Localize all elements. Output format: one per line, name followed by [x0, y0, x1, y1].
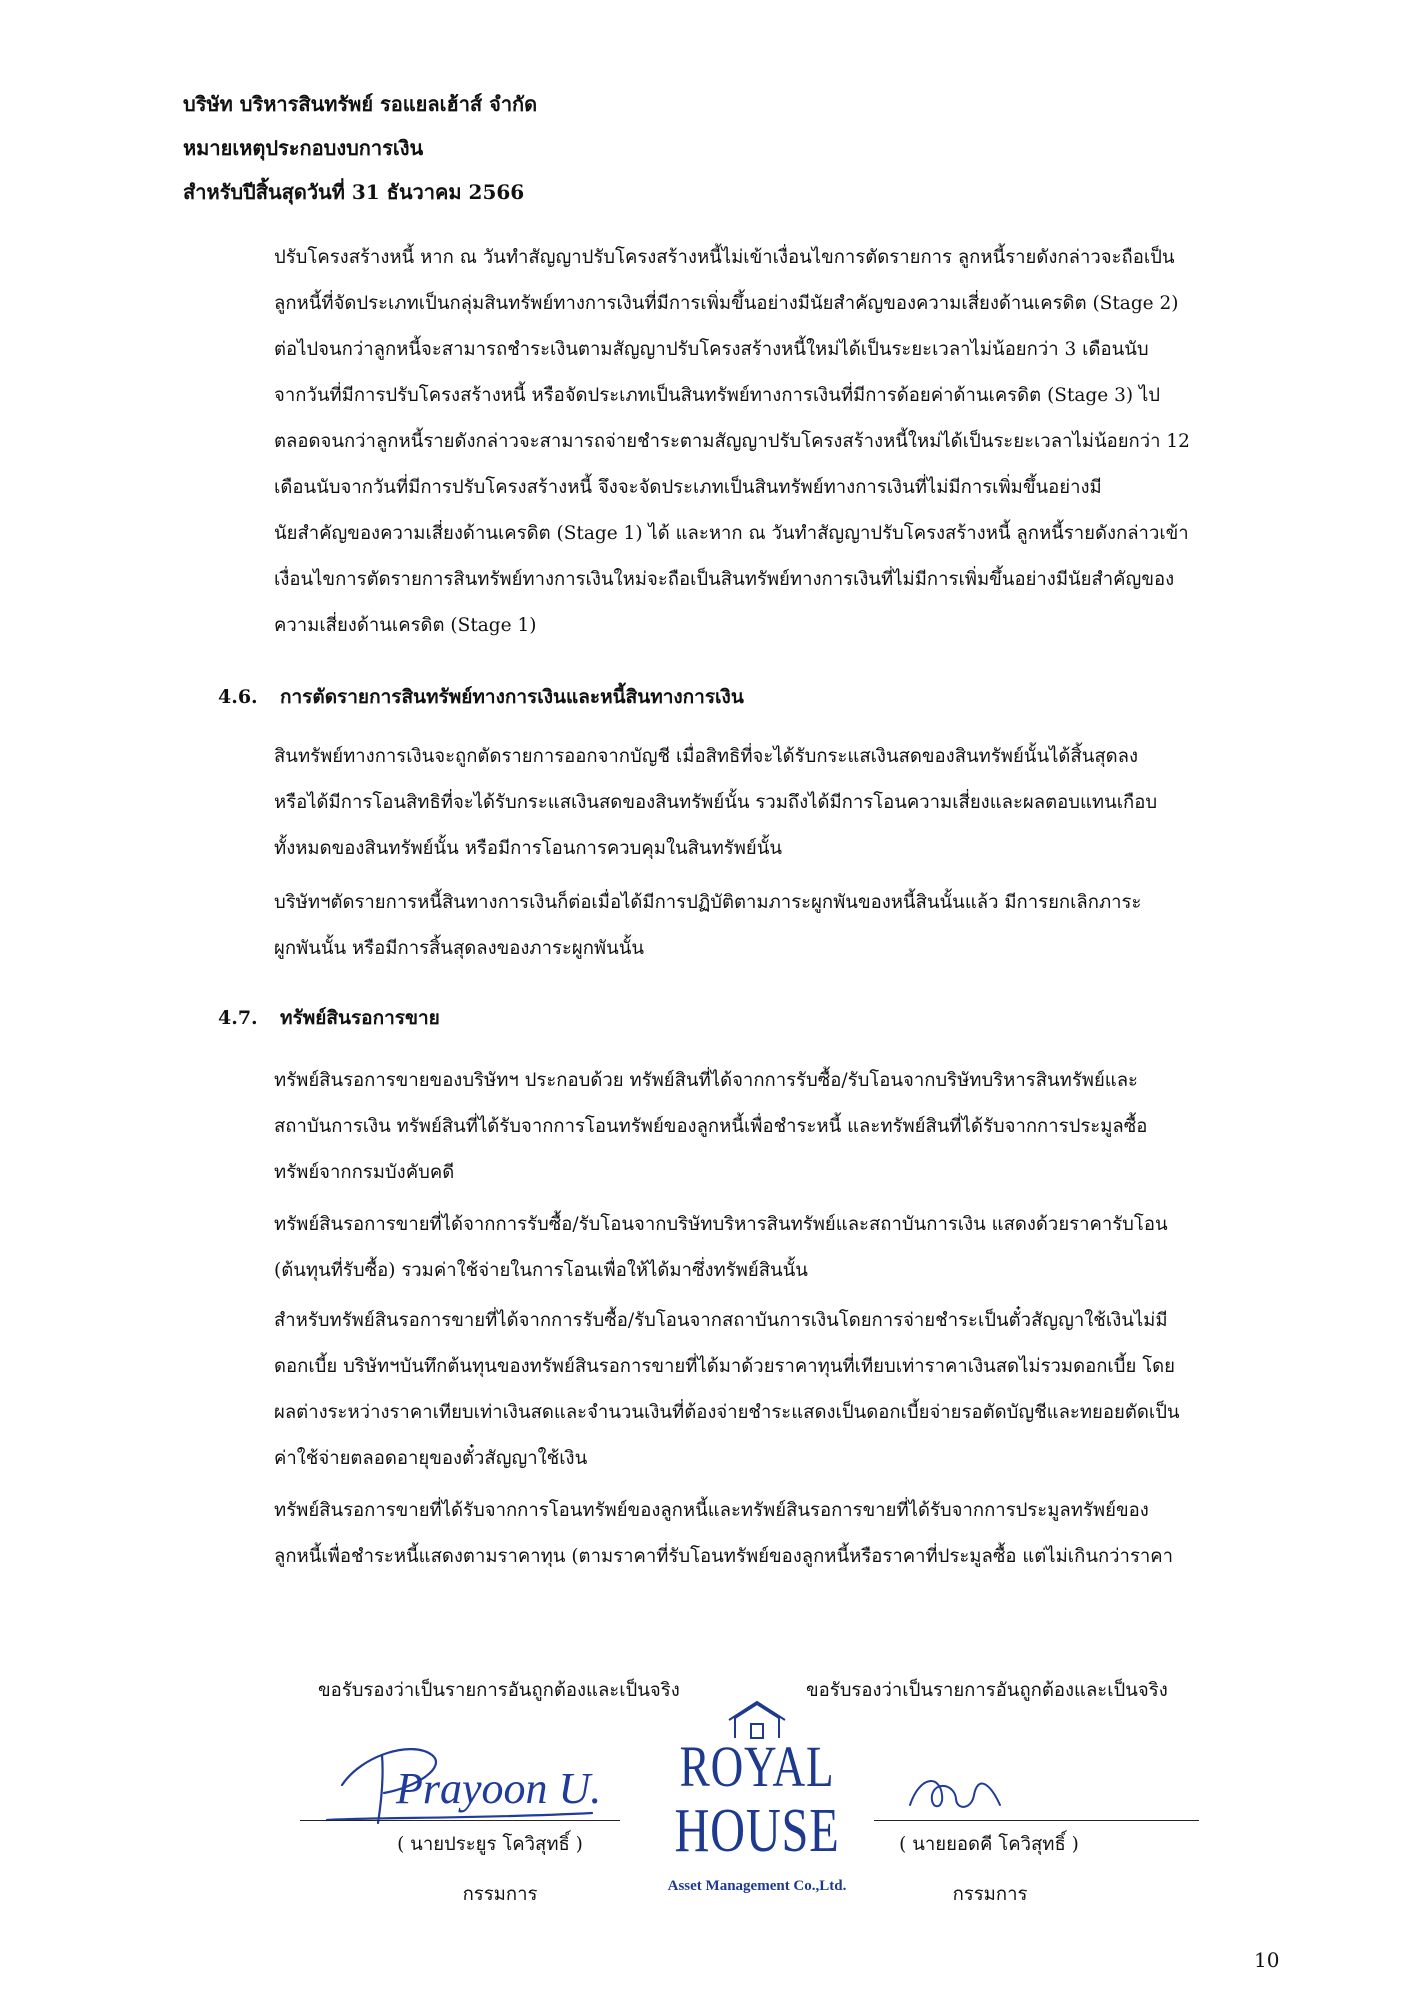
paragraph-4-6-1 — [274, 734, 1294, 872]
paragraph-line: ลูกหนี้เพื่อชำระหนี้แสดงตามราคาทุน (ตามราคาที่รับโอนทรัพย์ของลูกหนี้หรือราคาที่ประมูลซื้อ แต่ไม่เกินกว่าราคา — [274, 1546, 1174, 1567]
left-signature-line — [300, 1820, 620, 1821]
paragraph-line: ความเสี่ยงด้านเครดิต (Stage 1) — [274, 615, 537, 636]
paragraph-line: ผลต่างระหว่างราคาเทียบเท่าเงินสดและจำนวนเงินที่ต้องจ่ายชำระแสดงเป็นดอกเบี้ยจ่ายรอตัดบัญชีและทยอยตัดเป็น — [274, 1402, 1180, 1423]
paragraph-4-7-1 — [274, 1058, 1294, 1196]
company-name: บริษัท บริหารสินทรัพย์ รอแยลเฮ้าส์ จำกัด — [183, 92, 538, 116]
paragraph-line: เงื่อนไขการตัดรายการสินทรัพย์ทางการเงินใหม่จะถือเป็นสินทรัพย์ทางการเงินที่ไม่มีการเพิ่มขึ้นอย่างมีนัยสำคัญของ — [274, 569, 1175, 590]
paragraph-line: จากวันที่มีการปรับโครงสร้างหนี้ หรือจัดประเภทเป็นสินทรัพย์ทางการเงินที่มีการด้อยค่าด้านเครดิต (Stage 3) ไป — [274, 385, 1161, 406]
paragraph-line: บริษัทฯตัดรายการหนี้สินทางการเงินก็ต่อเมื่อได้มีการปฏิบัติตามภาระผูกพันของหนี้สินนั้นแล้ว มีการยกเลิกภาระ — [274, 892, 1142, 913]
paragraph-line: ค่าใช้จ่ายตลอดอายุของตั๋วสัญญาใช้เงิน — [274, 1448, 588, 1469]
left-signatory-title: กรรมการ — [462, 1884, 538, 1905]
section-number: 4.6. — [218, 686, 258, 708]
notes-title: หมายเหตุประกอบงบการเงิน — [183, 136, 424, 160]
paragraph-4-7-4 — [274, 1488, 1294, 1580]
page-header — [183, 82, 1083, 214]
paragraph-continued — [274, 235, 1294, 649]
paragraph-4-7-2 — [274, 1202, 1294, 1294]
left-signature-text: Prayoon U. — [396, 1764, 602, 1813]
paragraph-4-7-3 — [274, 1298, 1294, 1482]
paragraph-line: หรือได้มีการโอนสิทธิที่จะได้รับกระแสเงินสดของสินทรัพย์นั้น รวมถึงได้มีการโอนความเสี่ยงและผลตอบแทนเกือบ — [274, 792, 1158, 813]
logo-word-house: HOUSE — [674, 1797, 840, 1865]
right-signature-image — [900, 1765, 1010, 1825]
paragraph-line: ทรัพย์สินรอการขายที่ได้จากการรับซื้อ/รับโอนจากบริษัทบริหารสินทรัพย์และสถาบันการเงิน แสดงด้วยราคารับโอน — [274, 1214, 1168, 1235]
paragraph-line: (ต้นทุนที่รับซื้อ) รวมค่าใช้จ่ายในการโอนเพื่อให้ได้มาซึ่งทรัพย์สินนั้น — [274, 1260, 808, 1281]
paragraph-4-6-2 — [274, 880, 1294, 972]
paragraph-line: ต่อไปจนกว่าลูกหนี้จะสามารถชำระเงินตามสัญญาปรับโครงสร้างหนี้ใหม่ได้เป็นระยะเวลาไม่น้อยกว่า 3 เดือนนับ — [274, 339, 1149, 360]
right-signatory-name: ( นายยอดคี โควิสุทธิ์ ) — [899, 1834, 1079, 1855]
paragraph-line: ตลอดจนกว่าลูกหนี้รายดังกล่าวจะสามารถจ่ายชำระตามสัญญาปรับโครงสร้างหนี้ใหม่ได้เป็นระยะเวลาไม่น้อยกว่า 12 — [274, 431, 1190, 452]
paragraph-line: ทรัพย์สินรอการขายที่ได้รับจากการโอนทรัพย์ของลูกหนี้และทรัพย์สินรอการขายที่ได้รับจากการประมูลทรัพย์ของ — [274, 1500, 1149, 1521]
paragraph-line: ทรัพย์จากกรมบังคับคดี — [274, 1162, 455, 1183]
paragraph-line: ทรัพย์สินรอการขายของบริษัทฯ ประกอบด้วย ทรัพย์สินที่ได้จากการรับซื้อ/รับโอนจากบริษัทบริหารสินทรัพย์และ — [274, 1070, 1138, 1091]
section-heading-4-6 — [218, 675, 744, 719]
section-title: การตัดรายการสินทรัพย์ทางการเงินและหนี้สินทางการเงิน — [280, 686, 744, 708]
paragraph-line: นัยสำคัญของความเสี่ยงด้านเครดิต (Stage 1) ได้ และหาก ณ วันทำสัญญาปรับโครงสร้างหนี้ ลูกหนี้รายดังกล่าวเข้า — [274, 523, 1189, 544]
page-number: 10 — [1254, 1948, 1280, 1972]
paragraph-line: ลูกหนี้ที่จัดประเภทเป็นกลุ่มสินทรัพย์ทางการเงินที่มีการเพิ่มขึ้นอย่างมีนัยสำคัญของความเสี่ยงด้านเครดิต (Stage 2) — [274, 293, 1179, 314]
paragraph-line: ปรับโครงสร้างหนี้ หาก ณ วันทำสัญญาปรับโครงสร้างหนี้ไม่เข้าเงื่อนไขการตัดรายการ ลูกหนี้รายดังกล่าวจะถือเป็น — [274, 247, 1175, 268]
paragraph-line: สถาบันการเงิน ทรัพย์สินที่ได้รับจากการโอนทรัพย์ของลูกหนี้เพื่อชำระหนี้ และทรัพย์สินที่ได้รับจากการประมูลซื้อ — [274, 1116, 1148, 1137]
section-title: ทรัพย์สินรอการขาย — [280, 1007, 440, 1029]
paragraph-line: สินทรัพย์ทางการเงินจะถูกตัดรายการออกจากบัญชี เมื่อสิทธิที่จะได้รับกระแสเงินสดของสินทรัพย์นั้นได้สิ้นสุดลง — [274, 746, 1139, 767]
section-heading-4-7 — [218, 996, 440, 1040]
left-signature-image — [322, 1725, 622, 1830]
logo-word-royal: ROYAL — [679, 1734, 835, 1799]
section-number: 4.7. — [218, 1007, 258, 1029]
right-signature-line — [874, 1820, 1199, 1821]
period-line: สำหรับปีสิ้นสุดวันที่ 31 ธันวาคม 2566 — [183, 180, 525, 204]
paragraph-line: ผูกพันนั้น หรือมีการสิ้นสุดลงของภาระผูกพันนั้น — [274, 938, 645, 959]
right-signatory-title: กรรมการ — [952, 1884, 1028, 1905]
paragraph-line: ทั้งหมดของสินทรัพย์นั้น หรือมีการโอนการควบคุมในสินทรัพย์นั้น — [274, 838, 783, 859]
right-signature-text: ยอด — [900, 1823, 902, 1824]
paragraph-line: เดือนนับจากวันที่มีการปรับโครงสร้างหนี้ จึงจะจัดประเภทเป็นสินทรัพย์ทางการเงินที่ไม่มีการเพิ่มขึ้นอย่างมี — [274, 477, 1102, 498]
paragraph-line: ดอกเบี้ย บริษัทฯบันทึกต้นทุนของทรัพย์สินรอการขายที่ได้มาด้วยราคาทุนที่เทียบเท่าราคาเงินสดไม่รวมดอกเบี้ย โดย — [274, 1356, 1175, 1377]
company-logo — [642, 1700, 872, 1900]
certification-left: ขอรับรองว่าเป็นรายการอันถูกต้องและเป็นจริง — [318, 1680, 680, 1701]
logo-subtitle: Asset Management Co.,Ltd. — [667, 1878, 847, 1894]
left-signatory-name: ( นายประยูร โควิสุทธิ์ ) — [397, 1834, 583, 1855]
paragraph-line: สำหรับทรัพย์สินรอการขายที่ได้จากการรับซื้อ/รับโอนจากสถาบันการเงินโดยการจ่ายชำระเป็นตั๋วสัญญาใช้เงินไม่มี — [274, 1310, 1168, 1331]
certification-right: ขอรับรองว่าเป็นรายการอันถูกต้องและเป็นจริง — [806, 1680, 1168, 1701]
